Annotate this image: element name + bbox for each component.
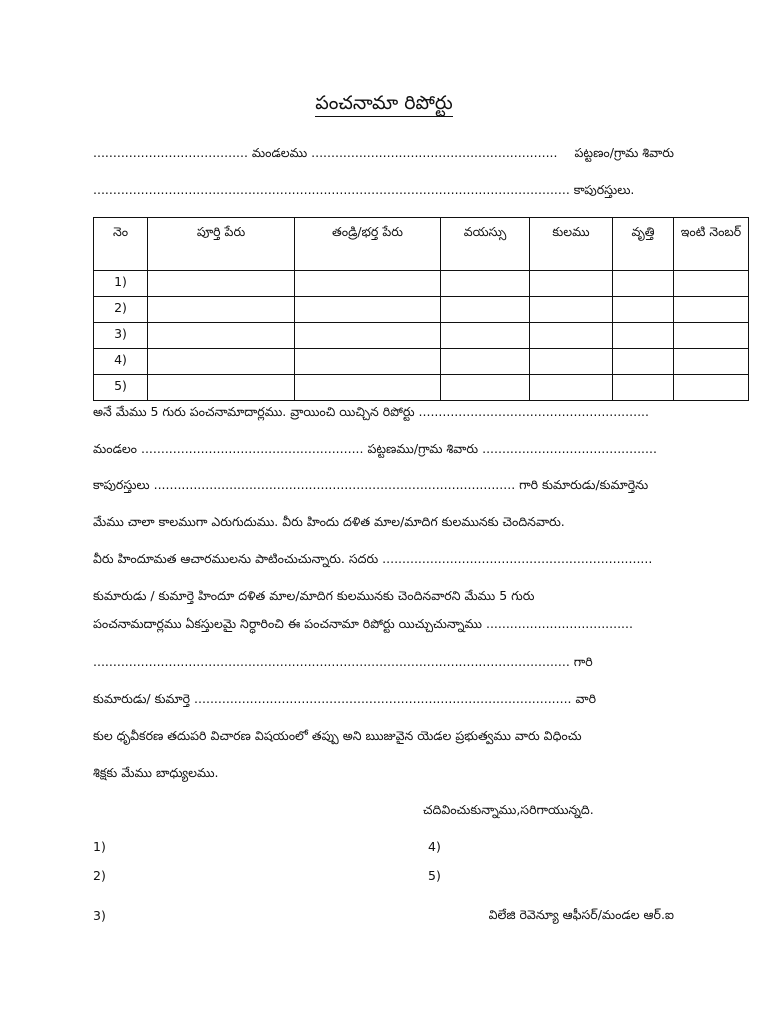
body-line-6: కుమారుడు / కుమార్తె హిందూ దళిత మాల/మాదిగ కులమునకు చెందినవారని మేము 5 గురు xyxy=(93,588,535,603)
table-cell xyxy=(613,323,674,349)
table-cell xyxy=(613,349,674,375)
table-cell xyxy=(295,271,441,297)
table-cell xyxy=(613,297,674,323)
col-header-age: వయస్సు xyxy=(441,218,530,271)
col-header-father-husband-name: తండ్రి/భర్త పేరు xyxy=(295,218,441,271)
row-number: 5) xyxy=(94,375,148,401)
table-cell xyxy=(148,297,295,323)
table-cell xyxy=(674,297,749,323)
residents-line: ........................................................................................................................ కాపురస్తులు. xyxy=(93,182,635,197)
table-cell xyxy=(295,297,441,323)
table-cell xyxy=(530,349,613,375)
table-cell xyxy=(295,375,441,401)
signatory-3: 3) xyxy=(93,908,106,923)
table-cell xyxy=(613,375,674,401)
title-text: పంచనామా రిపోర్టు xyxy=(315,92,452,117)
body-line-11: శిక్షకు మేము బాధ్యులము. xyxy=(93,765,219,780)
body-line-9: కుమారుడు/ కుమార్తె ............................................................................................... వారి xyxy=(93,691,597,706)
signatory-2: 2) xyxy=(93,868,106,883)
officer-designation: విలేజి రెవెన్యూ ఆఫీసర్/మండల ఆర్.ఐ xyxy=(488,907,674,922)
body-line-7: పంచనామదార్లము ఏకస్తులమై నిర్ధారించి ఈ పంచనామా రిపోర్టు యిచ్చుచున్నాము ..................................... xyxy=(93,616,633,631)
town-village-label: పట్టణం/గ్రామ శివారు xyxy=(574,145,674,160)
col-header-number: నెం xyxy=(94,218,148,271)
body-line-10: కుల ధృవీకరణ తదుపరి విచారణ విషయంలో తప్పు అని ఋజువైన యెడల ప్రభుత్వము వారు విధించు xyxy=(93,728,582,743)
table-row xyxy=(94,375,749,401)
table-cell xyxy=(674,271,749,297)
table-cell xyxy=(441,297,530,323)
body-line-2: మండలం ........................................................ పట్టణము/గ్రామ శివారు ............................................ xyxy=(93,441,657,456)
table-cell xyxy=(530,271,613,297)
table-cell xyxy=(295,323,441,349)
document-title xyxy=(0,92,768,119)
signatory-1: 1) xyxy=(93,839,106,854)
read-confirmation: చదివించుకున్నాము,సరిగాయున్నది. xyxy=(423,802,594,817)
table-header-row xyxy=(94,218,749,271)
body-line-4: మేము చాలా కాలముగా ఎరుగుదుము. వీరు హిందు దళిత మాల/మాదిగ కులమునకు చెందినవారు. xyxy=(93,514,565,529)
signatory-5: 5) xyxy=(428,868,441,883)
table-cell xyxy=(674,349,749,375)
table-cell xyxy=(148,375,295,401)
table-cell xyxy=(674,323,749,349)
body-line-8: ........................................................................................................................ గారి xyxy=(93,654,593,669)
table-cell xyxy=(613,271,674,297)
body-line-3: కాపురస్తులు ........................................................................................... గారి కుమారుడు/కుమార్తెను xyxy=(93,477,649,492)
signatory-4: 4) xyxy=(428,839,441,854)
table-cell xyxy=(441,349,530,375)
table-cell xyxy=(530,323,613,349)
table-cell xyxy=(674,375,749,401)
body-line-1: అనే మేము 5 గురు పంచనామాదార్లము. వ్రాయించి యిచ్చిన రిపోర్టు .......................................................... xyxy=(93,404,649,419)
row-number: 2) xyxy=(94,297,148,323)
table-cell xyxy=(530,297,613,323)
col-header-full-name: పూర్తి పేరు xyxy=(148,218,295,271)
mandal-line-left: ....................................... మండలము .............................................................. xyxy=(93,145,558,160)
row-number: 4) xyxy=(94,349,148,375)
row-number: 3) xyxy=(94,323,148,349)
table-row xyxy=(94,349,749,375)
table-row xyxy=(94,323,749,349)
table-cell xyxy=(148,349,295,375)
col-header-house-number: ఇంటి నెంబర్ xyxy=(674,218,749,271)
table-row xyxy=(94,271,749,297)
table-cell xyxy=(148,271,295,297)
row-number: 1) xyxy=(94,271,148,297)
table-cell xyxy=(441,271,530,297)
table-row xyxy=(94,297,749,323)
table-cell xyxy=(441,323,530,349)
table-cell xyxy=(148,323,295,349)
table-cell xyxy=(295,349,441,375)
table-cell xyxy=(530,375,613,401)
panchanama-members-table xyxy=(93,217,749,401)
table-cell xyxy=(441,375,530,401)
col-header-occupation: వృత్తి xyxy=(613,218,674,271)
body-line-5: వీరు హిందూమత ఆచారములను పాటించుచున్నారు. సదరు .................................................................... xyxy=(93,551,653,566)
col-header-caste: కులము xyxy=(530,218,613,271)
